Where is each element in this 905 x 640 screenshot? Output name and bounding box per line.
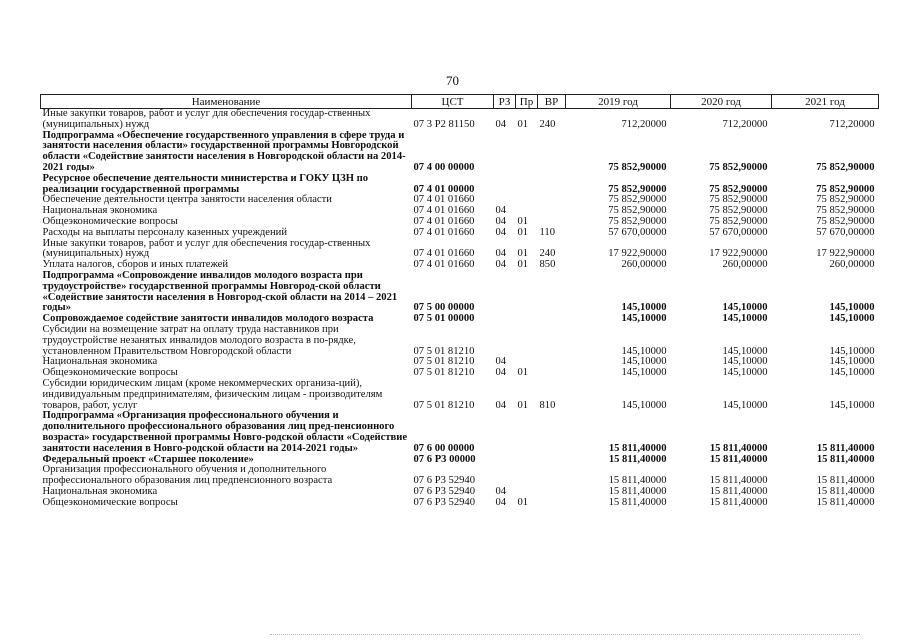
row-pr: 01	[517, 259, 529, 271]
row-value-2021: 145,10000	[829, 345, 875, 357]
row-rz: 04	[495, 356, 507, 368]
row-vr	[538, 131, 566, 174]
row-value-2020: 260,00000	[722, 259, 768, 271]
row-pr: 01	[517, 399, 529, 411]
row-value-2020: 15 811,40000	[709, 453, 768, 465]
row-name: Федеральный проект «Старшее поколение»	[42, 453, 254, 465]
row-value-2019: 75 852,90000	[608, 161, 667, 173]
row-vr	[538, 368, 566, 379]
row-cst: 07 4 01 00000	[413, 183, 475, 195]
row-value-2019: 145,10000	[621, 302, 667, 314]
row-cst: 07 4 01 01660	[413, 226, 475, 238]
row-pr	[516, 465, 538, 487]
row-vr	[538, 325, 566, 357]
row-cst: 07 6 00 00000	[413, 442, 475, 454]
row-value-2021: 17 922,90000	[816, 248, 875, 260]
row-vr	[538, 498, 566, 509]
row-vr	[538, 487, 566, 498]
row-value-2021: 57 670,00000	[816, 226, 875, 238]
row-value-2019: 75 852,90000	[608, 205, 667, 217]
row-vr	[538, 455, 566, 466]
row-pr	[516, 314, 538, 325]
row-value-2020: 15 811,40000	[709, 442, 768, 454]
table-row	[41, 271, 879, 314]
row-value-2021: 145,10000	[829, 367, 875, 379]
row-value-2020: 145,10000	[722, 356, 768, 368]
header-2019: 2019 год	[566, 95, 671, 109]
row-value-2021: 75 852,90000	[816, 161, 875, 173]
row-value-2019: 145,10000	[621, 345, 667, 357]
row-name: Субсидии юридическим лицам (кроме некоммерческих организа-ций), индивидуальным предпринимателям, физическим лицам - производителям товаров, работ, услуг	[42, 377, 383, 411]
row-vr	[538, 357, 566, 368]
row-rz: 04	[495, 367, 507, 379]
table-row	[41, 325, 879, 357]
row-cst: 07 4 01 01660	[413, 259, 475, 271]
row-vr	[538, 271, 566, 314]
row-value-2020: 15 811,40000	[709, 485, 768, 497]
row-name: Подпрограмма «Организация профессионального обучения и дополнительного профессионального образования лиц пред-пенсионного возраста» государственной программы Новго-родской области «Содействие занятости населения в Новго-родской области на 2014-2021 годы»	[42, 410, 408, 454]
table-row	[41, 131, 879, 174]
row-rz: 04	[495, 118, 507, 130]
table-header-row	[41, 95, 879, 109]
row-value-2019: 57 670,00000	[608, 226, 667, 238]
row-cst: 07 5 01 00000	[413, 313, 475, 325]
row-value-2019: 260,00000	[621, 259, 667, 271]
row-name: Подпрограмма «Сопровождение инвалидов молодого возраста при трудоустройстве» государственной программы Новгород-ской области «Содействие занятости населения в Новгород-ской области на 2014 – 2021 годы»	[42, 269, 398, 314]
row-value-2020: 75 852,90000	[709, 183, 768, 195]
row-cst: 07 4 01 01660	[413, 215, 475, 227]
table-row	[41, 379, 879, 411]
row-value-2019: 15 811,40000	[608, 496, 667, 508]
row-pr	[516, 174, 538, 196]
row-pr: 01	[517, 496, 529, 508]
row-value-2021: 260,00000	[829, 259, 875, 271]
row-cst: 07 4 01 01660	[413, 194, 475, 206]
row-value-2021: 75 852,90000	[816, 194, 875, 206]
table-body	[41, 109, 879, 509]
row-vr	[538, 206, 566, 217]
row-value-2019: 145,10000	[621, 313, 667, 325]
table-row	[41, 411, 879, 454]
row-value-2021: 75 852,90000	[816, 215, 875, 227]
row-value-2019: 15 811,40000	[608, 475, 667, 487]
row-cst: 07 6 Р3 52940	[413, 485, 476, 497]
row-pr: 01	[517, 226, 529, 238]
row-name: Сопровождаемое содействие занятости инвалидов молодого возраста	[42, 313, 374, 325]
row-name: Уплата налогов, сборов и иных платежей	[42, 259, 229, 271]
row-name: Общеэкономические вопросы	[42, 367, 178, 379]
row-rz	[494, 314, 516, 325]
header-2021: 2021 год	[772, 95, 879, 109]
table-row	[41, 239, 879, 261]
row-cst: 07 6 Р3 52940	[413, 496, 476, 508]
row-name: Национальная экономика	[42, 205, 158, 217]
row-value-2019: 145,10000	[621, 399, 667, 411]
row-value-2019: 145,10000	[621, 356, 667, 368]
row-value-2021: 15 811,40000	[816, 485, 875, 497]
table-row	[41, 174, 879, 196]
header-name: Наименование	[41, 95, 412, 109]
row-cst: 07 6 Р3 52940	[413, 475, 476, 487]
row-value-2020: 712,20000	[722, 118, 768, 130]
scan-artifact-line	[270, 634, 860, 636]
row-value-2020: 145,10000	[722, 399, 768, 411]
table-row	[41, 498, 879, 509]
row-vr: 850	[539, 259, 556, 271]
row-value-2021: 15 811,40000	[816, 475, 875, 487]
row-name: Субсидии на возмещение затрат на оплату труда наставников при трудоустройстве незанятых инвалидов молодого возраста в по-рядке, установленном Правительством Новгородской области	[42, 323, 356, 357]
row-rz: 04	[495, 485, 507, 497]
row-name: Национальная экономика	[42, 485, 158, 497]
row-value-2020: 15 811,40000	[709, 475, 768, 487]
row-value-2019: 712,20000	[621, 118, 667, 130]
row-value-2021: 145,10000	[829, 313, 875, 325]
row-value-2019: 75 852,90000	[608, 215, 667, 227]
row-cst: 07 5 01 81210	[413, 356, 475, 368]
row-name: Ресурсное обеспечение деятельности министерства и ГОКУ ЦЗН по реализации государственной программы	[42, 172, 369, 195]
header-pr: Пр	[516, 95, 538, 109]
row-vr	[538, 174, 566, 196]
row-value-2019: 15 811,40000	[608, 485, 667, 497]
row-value-2020: 75 852,90000	[709, 161, 768, 173]
row-value-2021: 145,10000	[829, 302, 875, 314]
row-rz	[494, 271, 516, 314]
row-vr	[538, 314, 566, 325]
row-value-2021: 15 811,40000	[816, 453, 875, 465]
row-pr: 01	[517, 248, 529, 260]
header-cst: ЦСТ	[412, 95, 494, 109]
table-row	[41, 109, 879, 131]
row-rz	[494, 455, 516, 466]
row-vr: 810	[539, 399, 556, 411]
row-value-2019: 15 811,40000	[608, 453, 667, 465]
row-cst: 07 5 00 00000	[413, 302, 475, 314]
row-name: Организация профессионального обучения и дополнительного профессионального образования лиц предпенсионного возраста	[42, 464, 333, 487]
row-value-2020: 75 852,90000	[709, 194, 768, 206]
row-value-2019: 75 852,90000	[608, 194, 667, 206]
budget-table	[40, 94, 879, 508]
row-cst: 07 4 01 01660	[413, 205, 475, 217]
table-row	[41, 228, 879, 239]
row-rz: 04	[495, 226, 507, 238]
row-pr	[516, 271, 538, 314]
row-vr: 240	[539, 248, 556, 260]
row-value-2020: 145,10000	[722, 345, 768, 357]
row-vr	[538, 411, 566, 454]
row-value-2020: 75 852,90000	[709, 205, 768, 217]
row-cst: 07 4 01 01660	[413, 248, 475, 260]
row-cst: 07 3 Р2 81150	[413, 118, 475, 130]
row-value-2021: 145,10000	[829, 356, 875, 368]
row-rz: 04	[495, 259, 507, 271]
row-rz	[494, 174, 516, 196]
header-rz: РЗ	[494, 95, 516, 109]
row-pr: 01	[517, 367, 529, 379]
page-number: 70	[446, 73, 459, 88]
row-value-2021: 145,10000	[829, 399, 875, 411]
row-cst: 07 5 01 81210	[413, 367, 475, 379]
row-name: Расходы на выплаты персоналу казенных учреждений	[42, 226, 287, 238]
row-value-2020: 75 852,90000	[709, 215, 768, 227]
row-value-2019: 145,10000	[621, 367, 667, 379]
row-value-2021: 75 852,90000	[816, 205, 875, 217]
row-value-2020: 145,10000	[722, 313, 768, 325]
row-vr	[538, 195, 566, 206]
header-2020: 2020 год	[671, 95, 772, 109]
row-name: Иные закупки товаров, работ и услуг для обеспечения государ-ственных (муниципальных) нужд	[42, 237, 371, 260]
row-rz	[494, 465, 516, 487]
row-rz	[494, 411, 516, 454]
row-value-2020: 145,10000	[722, 302, 768, 314]
row-name: Иные закупки товаров, работ и услуг для обеспечения государ-ственных (муниципальных) нужд	[42, 108, 371, 130]
row-pr	[516, 411, 538, 454]
row-name: Общеэкономические вопросы	[42, 496, 178, 508]
row-pr	[516, 131, 538, 174]
row-pr: 01	[517, 118, 529, 130]
header-vr: ВР	[538, 95, 566, 109]
row-pr	[516, 195, 538, 206]
row-vr: 240	[539, 118, 556, 130]
row-rz: 04	[495, 399, 507, 411]
row-pr	[516, 325, 538, 357]
row-value-2020: 17 922,90000	[709, 248, 768, 260]
row-rz	[494, 131, 516, 174]
row-name: Общеэкономические вопросы	[42, 215, 178, 227]
row-rz	[494, 325, 516, 357]
row-name: Национальная экономика	[42, 356, 158, 368]
row-value-2021: 712,20000	[829, 118, 875, 130]
row-value-2021: 15 811,40000	[816, 496, 875, 508]
row-pr	[516, 455, 538, 466]
row-value-2019: 17 922,90000	[608, 248, 667, 260]
row-value-2020: 57 670,00000	[709, 226, 768, 238]
row-value-2021: 15 811,40000	[816, 442, 875, 454]
row-value-2020: 15 811,40000	[709, 496, 768, 508]
row-rz: 04	[495, 496, 507, 508]
row-value-2020: 145,10000	[722, 367, 768, 379]
row-rz: 04	[495, 248, 507, 260]
row-value-2019: 75 852,90000	[608, 183, 667, 195]
row-rz: 04	[495, 215, 507, 227]
row-vr: 110	[539, 226, 555, 238]
row-vr	[538, 465, 566, 487]
row-cst: 07 4 00 00000	[413, 161, 475, 173]
row-value-2019: 15 811,40000	[608, 442, 667, 454]
table-row	[41, 465, 879, 487]
row-cst: 07 5 01 81210	[413, 399, 475, 411]
row-value-2021: 75 852,90000	[816, 183, 875, 195]
row-pr: 01	[517, 215, 529, 227]
row-rz: 04	[495, 205, 507, 217]
row-name: Обеспечение деятельности центра занятости населения области	[42, 194, 332, 206]
row-cst: 07 6 Р3 00000	[413, 453, 476, 465]
row-cst: 07 5 01 81210	[413, 345, 475, 357]
row-name: Подпрограмма «Обеспечение государственного управления в сфере труда и занятости населения области» государственной программы Новгородской области «Содействие занятости населения в Новгородской области на 2014-2021 годы»	[42, 129, 406, 173]
